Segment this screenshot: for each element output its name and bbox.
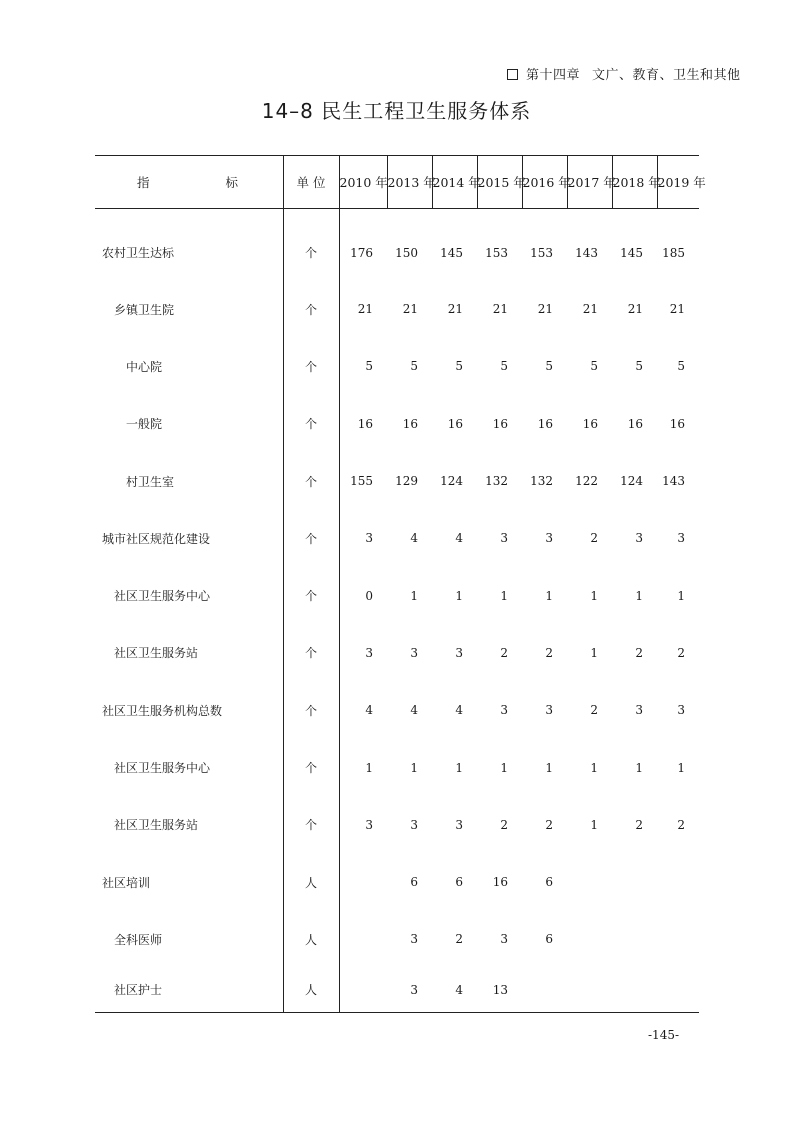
table-cell: 2 bbox=[635, 817, 643, 832]
row-label: 社区培训 bbox=[102, 875, 151, 890]
row-unit: 个 bbox=[283, 796, 339, 853]
table-row bbox=[95, 338, 699, 395]
row-unit: 个 bbox=[283, 338, 339, 395]
table-cell: 16 bbox=[339, 395, 387, 452]
table-cell: 4 bbox=[455, 703, 463, 718]
table-cell: 5 bbox=[339, 338, 387, 395]
table-cell: 1 bbox=[635, 588, 643, 603]
row-label: 社区卫生服务机构总数 bbox=[102, 703, 223, 718]
table-cell: 122 bbox=[575, 474, 598, 489]
table-cell: 3 bbox=[545, 703, 553, 718]
table-cell: 5 bbox=[410, 359, 418, 374]
table-cell: 3 bbox=[410, 932, 418, 947]
table-cell: 21 bbox=[537, 302, 553, 317]
table-cell: 3 bbox=[339, 510, 387, 567]
page-title: 14–8 民生工程卫生服务体系 bbox=[261, 99, 532, 123]
table-cell: 16 bbox=[582, 416, 598, 431]
row-label: 乡镇卫生院 bbox=[114, 302, 175, 317]
row-unit: 个 bbox=[283, 510, 339, 567]
table-cell: 143 bbox=[575, 245, 598, 260]
table-cell: 2 bbox=[677, 817, 685, 832]
row-unit: 个 bbox=[283, 209, 339, 281]
table-cell: 124 bbox=[620, 474, 643, 489]
table-cell: 2 bbox=[545, 645, 553, 660]
header-year: 2016 年 bbox=[522, 156, 567, 209]
table-cell bbox=[612, 911, 657, 968]
table-cell: 1 bbox=[455, 760, 463, 775]
table-cell: 2 bbox=[455, 932, 463, 947]
row-unit: 个 bbox=[283, 281, 339, 338]
table-cell: 129 bbox=[395, 474, 418, 489]
row-label: 社区卫生服务站 bbox=[114, 646, 199, 661]
chapter-title: 文广、教育、卫生和其他 bbox=[592, 68, 741, 83]
table-row bbox=[95, 911, 699, 968]
table-cell: 1 bbox=[410, 588, 418, 603]
table-row bbox=[95, 281, 699, 338]
table-cell: 1 bbox=[500, 588, 508, 603]
table-cell: 4 bbox=[410, 703, 418, 718]
table-cell: 4 bbox=[455, 531, 463, 546]
table-cell: 5 bbox=[635, 359, 643, 374]
table-cell: 1 bbox=[590, 645, 598, 660]
table-cell: 5 bbox=[545, 359, 553, 374]
table-cell: 2 bbox=[500, 645, 508, 660]
table-cell: 1 bbox=[339, 739, 387, 796]
table-cell: 3 bbox=[455, 817, 463, 832]
row-unit: 个 bbox=[283, 682, 339, 739]
table-row bbox=[95, 682, 699, 739]
table-cell: 3 bbox=[455, 645, 463, 660]
row-label: 社区护士 bbox=[114, 983, 163, 998]
table-cell: 2 bbox=[635, 645, 643, 660]
table-cell: 3 bbox=[410, 645, 418, 660]
table-row bbox=[95, 853, 699, 910]
table-cell: 5 bbox=[455, 359, 463, 374]
table-bottom-rule bbox=[95, 1012, 699, 1013]
table-row bbox=[95, 395, 699, 452]
table-cell bbox=[567, 911, 612, 968]
table-cell: 2 bbox=[500, 817, 508, 832]
table-row bbox=[95, 452, 699, 509]
table-cell: 16 bbox=[492, 416, 508, 431]
table-cell: 4 bbox=[410, 531, 418, 546]
row-unit: 个 bbox=[283, 624, 339, 681]
table-cell: 13 bbox=[492, 982, 508, 997]
table-cell: 1 bbox=[590, 817, 598, 832]
table-cell: 2 bbox=[545, 817, 553, 832]
header-year: 2010 年 bbox=[339, 156, 387, 209]
table-cell: 5 bbox=[500, 359, 508, 374]
table-cell: 132 bbox=[485, 474, 508, 489]
table-cell: 176 bbox=[339, 209, 387, 281]
table-cell: 1 bbox=[455, 588, 463, 603]
table-cell: 1 bbox=[677, 588, 685, 603]
table-cell: 16 bbox=[402, 416, 418, 431]
row-label: 一般院 bbox=[126, 417, 163, 432]
table-cell: 16 bbox=[447, 416, 463, 431]
chapter-header bbox=[507, 64, 741, 83]
chapter-label: 第十四章 bbox=[526, 68, 581, 83]
table-cell bbox=[567, 968, 612, 1012]
table-cell: 1 bbox=[545, 760, 553, 775]
page-number: -145- bbox=[648, 1028, 680, 1042]
table-cell: 185 bbox=[662, 245, 685, 260]
row-unit: 个 bbox=[283, 452, 339, 509]
header-year: 2015 年 bbox=[477, 156, 522, 209]
table-cell bbox=[339, 968, 387, 1012]
table-row bbox=[95, 968, 699, 1012]
table-cell: 1 bbox=[635, 760, 643, 775]
table-cell: 3 bbox=[339, 624, 387, 681]
table-row bbox=[95, 739, 699, 796]
table-cell: 1 bbox=[590, 760, 598, 775]
table-cell bbox=[339, 911, 387, 968]
table-cell: 153 bbox=[485, 245, 508, 260]
table-row bbox=[95, 567, 699, 624]
table-cell: 3 bbox=[677, 531, 685, 546]
table-cell bbox=[657, 968, 699, 1012]
table-row bbox=[95, 624, 699, 681]
table-row bbox=[95, 796, 699, 853]
data-table bbox=[95, 155, 706, 1013]
table-cell: 3 bbox=[635, 531, 643, 546]
table-cell: 21 bbox=[402, 302, 418, 317]
row-label: 村卫生室 bbox=[126, 474, 175, 489]
table-cell: 132 bbox=[530, 474, 553, 489]
table-cell: 143 bbox=[662, 474, 685, 489]
row-label: 社区卫生服务中心 bbox=[114, 589, 211, 604]
table-cell: 3 bbox=[410, 817, 418, 832]
table-cell: 1 bbox=[590, 588, 598, 603]
table-cell: 6 bbox=[455, 875, 463, 890]
table-cell: 5 bbox=[677, 359, 685, 374]
table-cell: 3 bbox=[500, 531, 508, 546]
table-cell: 21 bbox=[582, 302, 598, 317]
row-label: 全科医师 bbox=[114, 932, 163, 947]
table-cell: 145 bbox=[620, 245, 643, 260]
table-cell bbox=[522, 968, 567, 1012]
table-row bbox=[95, 209, 699, 281]
table-cell: 2 bbox=[590, 531, 598, 546]
header-year: 2013 年 bbox=[387, 156, 432, 209]
table-cell bbox=[612, 853, 657, 910]
table-cell: 6 bbox=[545, 932, 553, 947]
table-cell: 3 bbox=[500, 932, 508, 947]
table-cell: 2 bbox=[590, 703, 598, 718]
row-label: 社区卫生服务站 bbox=[114, 818, 199, 833]
table-cell: 1 bbox=[677, 760, 685, 775]
table-cell: 155 bbox=[339, 452, 387, 509]
table-cell: 0 bbox=[339, 567, 387, 624]
row-label: 社区卫生服务中心 bbox=[114, 761, 211, 776]
row-unit: 个 bbox=[283, 395, 339, 452]
table-cell: 21 bbox=[492, 302, 508, 317]
table-cell: 16 bbox=[537, 416, 553, 431]
header-year: 2019 年 bbox=[657, 156, 699, 209]
header-year: 2014 年 bbox=[432, 156, 477, 209]
table-cell: 1 bbox=[410, 760, 418, 775]
table-cell: 3 bbox=[677, 703, 685, 718]
table-cell: 3 bbox=[410, 982, 418, 997]
table-cell: 4 bbox=[339, 682, 387, 739]
header-unit: 单 位 bbox=[283, 156, 339, 209]
row-label: 农村卫生达标 bbox=[102, 246, 175, 261]
table-cell: 1 bbox=[545, 588, 553, 603]
table-cell: 153 bbox=[530, 245, 553, 260]
row-unit: 人 bbox=[283, 911, 339, 968]
table-cell: 2 bbox=[677, 645, 685, 660]
row-label: 城市社区规范化建设 bbox=[102, 531, 211, 546]
table-cell: 21 bbox=[447, 302, 463, 317]
header-year: 2018 年 bbox=[612, 156, 657, 209]
square-icon bbox=[507, 69, 518, 80]
table-cell: 6 bbox=[410, 875, 418, 890]
row-unit: 个 bbox=[283, 739, 339, 796]
row-unit: 人 bbox=[283, 853, 339, 910]
table-header-row bbox=[95, 156, 699, 209]
table-cell: 21 bbox=[669, 302, 685, 317]
table-cell bbox=[612, 968, 657, 1012]
table-cell bbox=[657, 911, 699, 968]
table-cell: 150 bbox=[395, 245, 418, 260]
row-unit: 人 bbox=[283, 968, 339, 1012]
table-cell: 1 bbox=[500, 760, 508, 775]
header-year: 2017 年 bbox=[567, 156, 612, 209]
table-cell: 145 bbox=[440, 245, 463, 260]
table-row bbox=[95, 510, 699, 567]
row-unit: 个 bbox=[283, 567, 339, 624]
table-cell: 16 bbox=[627, 416, 643, 431]
table-cell: 4 bbox=[455, 982, 463, 997]
table-cell: 3 bbox=[635, 703, 643, 718]
table-cell: 5 bbox=[590, 359, 598, 374]
table-cell: 124 bbox=[440, 474, 463, 489]
table-cell bbox=[567, 853, 612, 910]
table-cell: 21 bbox=[627, 302, 643, 317]
table-cell bbox=[339, 853, 387, 910]
table-cell: 3 bbox=[545, 531, 553, 546]
header-indicator-part: 标 bbox=[225, 175, 239, 190]
table-cell: 6 bbox=[545, 875, 553, 890]
header-indicator bbox=[95, 156, 283, 209]
row-label: 中心院 bbox=[126, 359, 163, 374]
table-cell: 3 bbox=[339, 796, 387, 853]
table-cell: 21 bbox=[339, 281, 387, 338]
table-cell: 16 bbox=[492, 875, 508, 890]
header-indicator-part: 指 bbox=[137, 175, 150, 190]
table-cell: 16 bbox=[669, 416, 685, 431]
table-cell: 3 bbox=[500, 703, 508, 718]
table-cell bbox=[657, 853, 699, 910]
